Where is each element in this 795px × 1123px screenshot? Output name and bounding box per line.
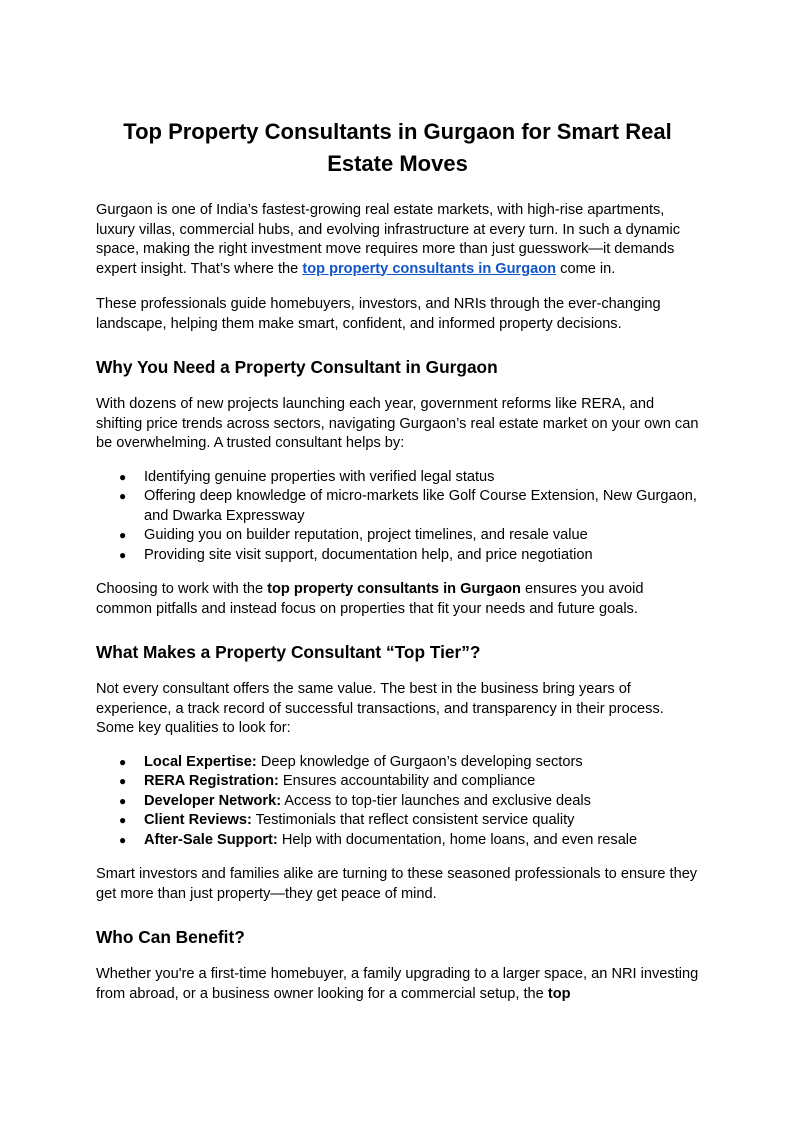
section-heading-top-tier: What Makes a Property Consultant “Top Tier”? [96, 642, 481, 662]
consultants-link[interactable]: top property consultants in Gurgaon [302, 260, 557, 277]
list-item: ● Developer Network: Access to top-tier launches and exclusive deals [96, 792, 699, 812]
section-why-closing: Choosing to work with the top property consultants in Gurgaon ensures you avoid common pitfalls and instead focus on properties that fit your needs and future goals. [96, 581, 644, 617]
list-item: ● Providing site visit support, documentation help, and price negotiation [96, 546, 699, 566]
section-why-paragraph: With dozens of new projects launching each year, government reforms like RERA, and shifting price trends across sectors, navigating Gurgaon’s real estate market on your own can be overwhelming. A trusted consultant helps by: [96, 396, 699, 451]
section-who-benefits-paragraph: Whether you're a first-time homebuyer, a family upgrading to a larger space, an NRI investing from abroad, or a business owner looking for a commercial setup, the top [96, 966, 699, 1002]
document-page [96, 116, 699, 1018]
intro-text: Gurgaon is one of India’s fastest-growing real estate markets, with high-rise apartments, luxury villas, commercial hubs, and evolving infrastructure at every turn. In such a dynamic space, making the right investment move requires more than just guesswork—it demands expert insight. That’s where the [96, 202, 680, 277]
document-title: Top Property Consultants in Gurgaon for Smart Real Estate Moves [123, 119, 672, 176]
section-top-tier-closing: Smart investors and families alike are turning to these seasoned professionals to ensure they get more than just property—they get peace of mind. [96, 866, 698, 902]
section-top-tier-list [96, 753, 699, 851]
list-item: ● Guiding you on builder reputation, project timelines, and resale value [96, 526, 699, 546]
list-item: ● After-Sale Support: Help with documentation, home loans, and even resale [96, 831, 699, 851]
list-item: ● Client Reviews: Testimonials that reflect consistent service quality [96, 811, 699, 831]
list-item: ● Identifying genuine properties with verified legal status [96, 468, 699, 488]
intro-paragraph-2: These professionals guide homebuyers, investors, and NRIs through the ever-changing landscape, helping them make smart, confident, and informed property decisions. [96, 296, 661, 332]
bullet-icon: ● [119, 528, 127, 542]
bullet-icon: ● [119, 754, 127, 769]
bullet-icon: ● [119, 774, 127, 788]
intro-paragraph [96, 201, 699, 279]
bullet-icon: ● [119, 813, 127, 827]
list-item: ● Local Expertise: Deep knowledge of Gurgaon’s developing sectors [96, 753, 699, 773]
section-heading-who-benefits: Who Can Benefit? [96, 927, 245, 947]
bullet-icon: ● [119, 793, 127, 808]
bullet-icon: ● [119, 832, 127, 847]
section-heading-why: Why You Need a Property Consultant in Gurgaon [96, 357, 498, 377]
bullet-icon: ● [119, 489, 127, 503]
list-item: ● RERA Registration: Ensures accountability and compliance [96, 772, 699, 792]
list-item: ● Offering deep knowledge of micro-markets like Golf Course Extension, New Gurgaon, and Dwarka Expressway [119, 488, 697, 524]
bullet-icon: ● [119, 547, 127, 562]
section-why-list [96, 468, 699, 566]
bold-keyword: top property consultants in Gurgaon [267, 581, 521, 597]
intro-text-end: come in. [556, 260, 616, 277]
section-top-tier-paragraph: Not every consultant offers the same value. The best in the business bring years of experience, a track record of successful transactions, and transparency in their process. Some key qualities to look for: [96, 681, 664, 736]
bullet-icon: ● [119, 469, 127, 484]
bold-keyword: top [547, 985, 571, 1002]
